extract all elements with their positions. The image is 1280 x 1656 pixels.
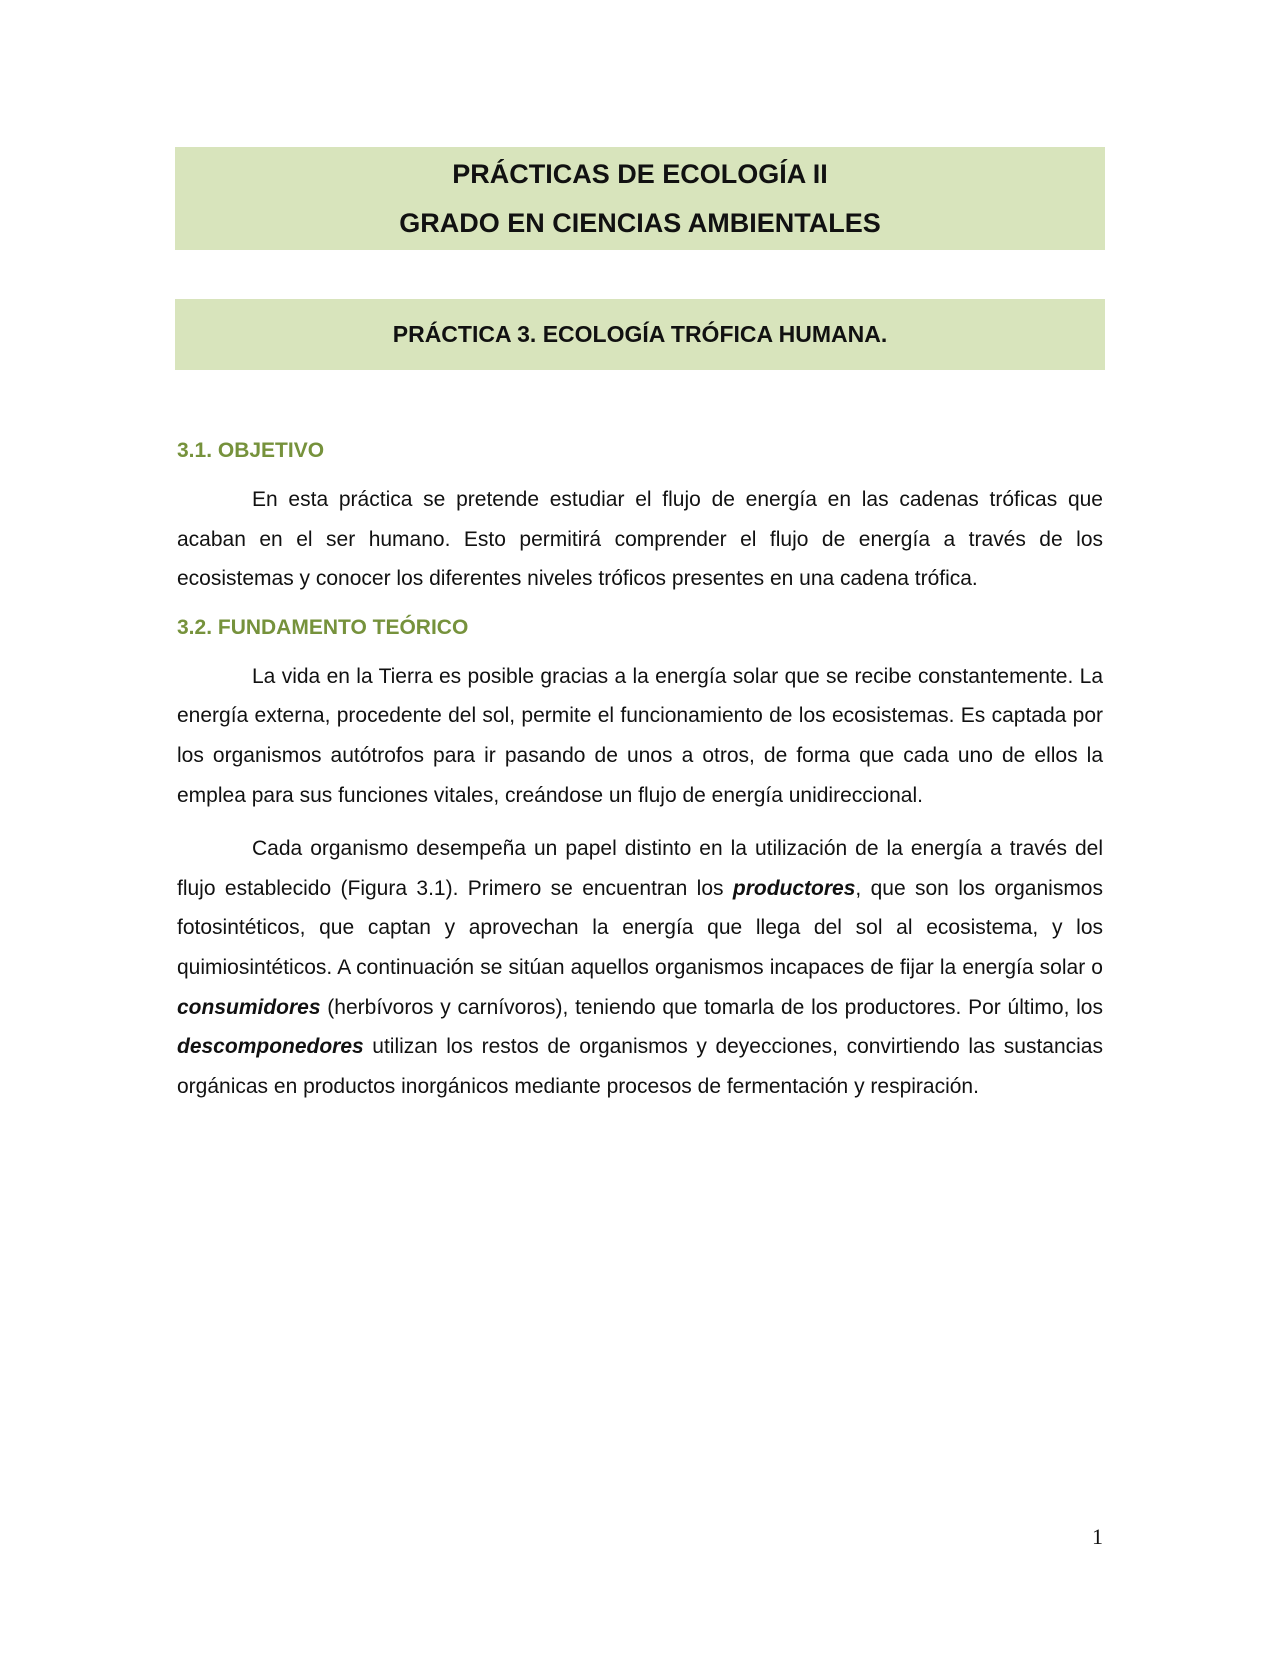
paragraph-fundamento-1: La vida en la Tierra es posible gracias a la energía solar que se recibe constantemente. La energía externa, procedente del sol, permite el funcionamiento de los ecosistemas. Es captada por los organismos autótrofos para ir pasando de unos a otros, de forma que cada uno de ellos la emplea para sus funciones vitales, creándose un flujo de energía unidireccional. <box>177 664 1103 807</box>
course-title-banner <box>175 147 1105 250</box>
section-heading-objetivo: 3.1. OBJETIVO <box>177 439 325 462</box>
practice-title-banner <box>175 299 1105 370</box>
term-consumidores: consumidores <box>177 995 321 1019</box>
document-body <box>177 436 1103 1120</box>
text-segment: Cada organismo desempeña un papel distinto en la utilización de la energía a través del flujo establecido (Figura 3.1). Primero se encuentran los <box>177 837 1103 900</box>
practice-title: PRÁCTICA 3. ECOLOGÍA TRÓFICA HUMANA. <box>392 321 888 347</box>
course-title-line2: GRADO EN CIENCIAS AMBIENTALES <box>399 208 881 238</box>
section-heading-fundamento: 3.2. FUNDAMENTO TEÓRICO <box>177 615 469 639</box>
text-segment: (herbívoros y carnívoros), teniendo que tomarla de los productores. Por último, los <box>320 995 1103 1019</box>
paragraph-fundamento-2 <box>177 829 1103 1106</box>
text-segment: , que son los organismos fotosintéticos, que captan y aprovechan la energía que llega del sol al ecosistema, y los quimiosintéticos. A continuación se sitúan aquellos organismos incapaces de fijar la energía solar o <box>177 876 1103 979</box>
paragraph-objetivo: En esta práctica se pretende estudiar el flujo de energía en las cadenas tróficas que acaban en el ser humano. Esto permitirá comprender el flujo de energía a través de los ecosistemas y conocer los diferentes niveles tróficos presentes en una cadena trófica. <box>177 488 1103 591</box>
page-number: 1 <box>1092 1524 1103 1549</box>
term-descomponedores: descomponedores <box>177 1035 364 1059</box>
term-productores: productores <box>732 876 856 900</box>
course-title-line1: PRÁCTICAS DE ECOLOGÍA II <box>452 159 828 189</box>
text-segment: utilizan los restos de organismos y deyecciones, convirtiendo las sustancias orgánicas en productos inorgánicos mediante procesos de fermentación y respiración. <box>177 1035 1103 1098</box>
